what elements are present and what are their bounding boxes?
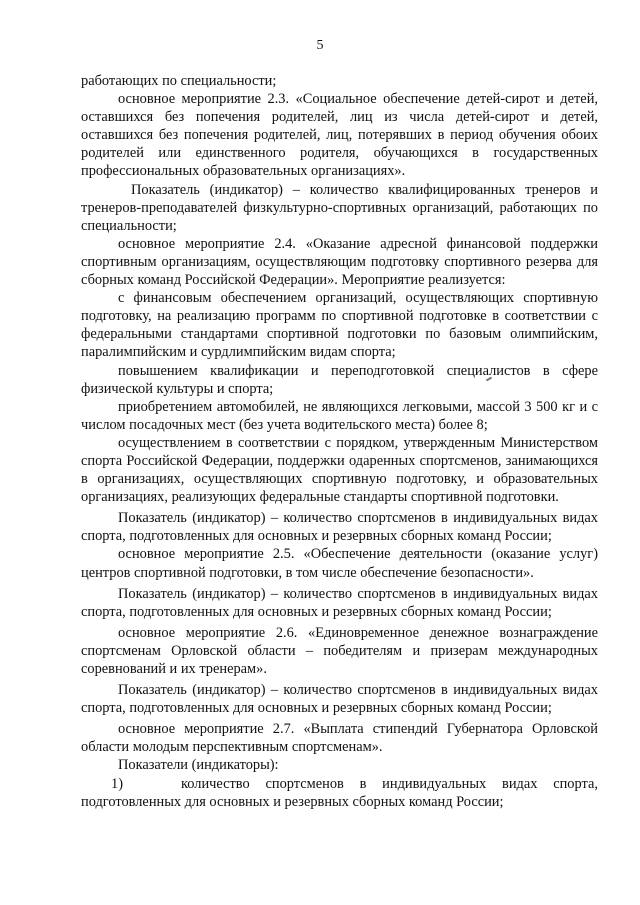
paragraph-6: приобретением автомобилей, не являющихся легковыми, массой 3 500 кг и с числом посадочных мест (без учета водительского места) более 8; [81, 398, 598, 433]
paragraph-12: Показатель (индикатор) – количество спортсменов в индивидуальных видах спорта, подготовленных для основных и резервных сборных команд России; [81, 682, 598, 717]
item-word: спорта, [553, 775, 598, 792]
paragraph-8: Показатель (индикатор) – количество спортсменов в индивидуальных видах спорта, подготовленных для основных и резервных сборных команд России; [81, 510, 598, 545]
paragraph-2: Показатель (индикатор) – количество квалифицированных тренеров и тренеров-преподавателей физкультурно-спортивных организаций, работающих по специальности; [81, 181, 598, 234]
paragraph-14: Показатели (индикаторы): [118, 757, 279, 774]
paragraph-11: основное мероприятие 2.6. «Единовременное денежное вознаграждение спортсменам Орловской области – победителям и призерам международных соревнований и их тренерам». [81, 624, 598, 677]
paragraph-10: Показатель (индикатор) – количество спортсменов в индивидуальных видах спорта, подготовленных для основных и резервных сборных команд России; [81, 585, 598, 620]
paragraph-4: с финансовым обеспечением организаций, осуществляющих спортивную подготовку, на реализацию программ по спортивной подготовке в соответствии с федеральными стандартами спортивной подготовки по базовым олимпийским, паралимпийским и сурдлимпийским видам спорта; [81, 290, 598, 361]
paragraph-3: основное мероприятие 2.4. «Оказание адресной финансовой поддержки спортивным организациям, осуществляющим подготовку спортивного резерва для сборных команд Российской Федерации». Мероприятие реализуется: [81, 235, 598, 289]
document-body [81, 72, 598, 811]
page-number: 5 [316, 38, 324, 53]
paragraph-7: осуществлением в соответствии с порядком, утвержденным Министерством спорта Российской Федерации, поддержки одаренных спортсменов, занимающихся в организациях, осуществляющих спортивную подготовку, и образовательных организациях, реализующих федеральные стандарты спортивной подготовки. [81, 434, 598, 506]
paragraph-9: основное мероприятие 2.5. «Обеспечение деятельности (оказание услуг) центров спортивной подготовки, в том числе обеспечение безопасности». [81, 546, 598, 581]
item-word: индивидуальных [382, 775, 487, 792]
item-word: количество [181, 775, 250, 792]
numbered-item-1 [81, 775, 598, 793]
item-word: спортсменов [265, 775, 344, 792]
numbered-item-1-rest: подготовленных для основных и резервных сборных команд России; [81, 793, 504, 810]
item-first-line [181, 775, 598, 793]
item-word: в [359, 775, 367, 792]
paragraph-5: повышением квалификации и переподготовкой специалистов в сфере физической культуры и спорта; [81, 362, 598, 397]
item-number: 1) [111, 775, 123, 792]
paragraph-0: работающих по специальности; [81, 73, 277, 89]
paragraph-1: основное мероприятие 2.3. «Социальное обеспечение детей-сирот и детей, оставшихся без попечения родителей, лиц из числа детей-сирот и детей, оставшихся без попечения родителей, лиц, потерявших в период обучения обоих родителей или единственного родителя, обучающихся в государственных профессиональных образовательных организациях». [81, 91, 598, 180]
paragraph-13: основное мероприятие 2.7. «Выплата стипендий Губернатора Орловской области молодым перспективным спортсменам». [81, 721, 598, 756]
item-word: видах [502, 775, 538, 792]
